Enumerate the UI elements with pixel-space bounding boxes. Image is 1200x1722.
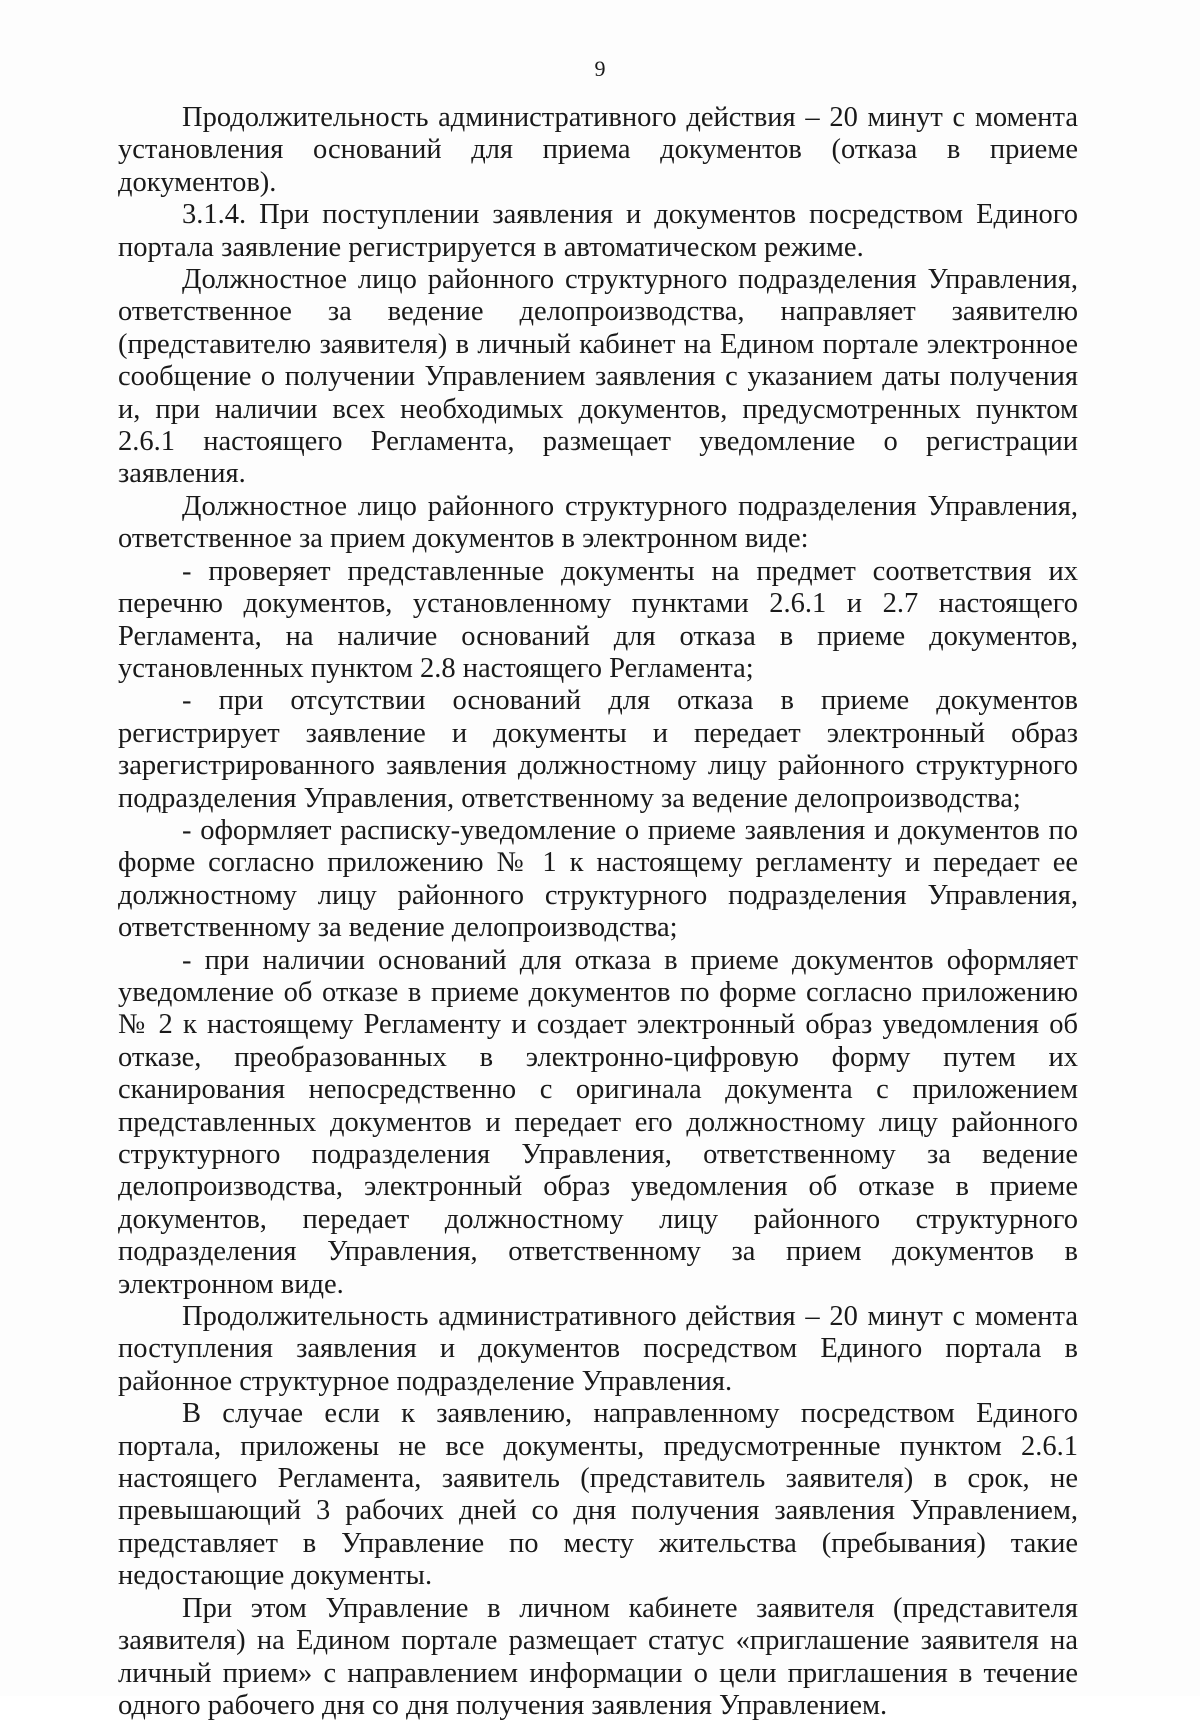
list-item-checks: - проверяет представленные документы на предмет соответствия их перечню документов, установленному пунктами 2.6.1 и 2.7 настоящего Регламента, на наличие оснований для отказа в приеме документов, установленных пунктом 2.8 настоящего Регламента; <box>118 555 1078 684</box>
paragraph-invitation-status: При этом Управление в личном кабинете заявителя (представителя заявителя) на Едином портале размещает статус «приглашение заявителя на личный прием» с направлением информации о цели приглашения в течение одного рабочего дня со дня получения заявления Управлением. <box>118 1592 1078 1721</box>
paragraph-3-1-4: 3.1.4. При поступлении заявления и документов посредством Единого портала заявление регистрируется в автоматическом режиме. <box>118 199 1078 263</box>
document-body <box>118 102 1078 1722</box>
list-item-refusal: - при наличии оснований для отказа в приеме документов оформляет уведомление об отказе в приеме документов по форме согласно приложению № 2 к настоящему Регламенту и создает электронный образ уведомления об отказе, преобразованных в электронно-цифровую форму путем их сканирования непосредственно с оригинала документа с приложением представленных документов и передает его должностному лицу районного структурного подразделения Управления, ответственному за ведение делопроизводства, электронный образ уведомления об отказе в приеме документов, передает должностному лицу районного структурного подразделения Управления, ответственному за прием документов в электронном виде. <box>118 944 1078 1300</box>
paragraph-official-intake: Должностное лицо районного структурного подразделения Управления, ответственное за прием документов в электронном виде: <box>118 490 1078 555</box>
page-number: 9 <box>594 56 606 81</box>
list-item-receipt: - оформляет расписку-уведомление о приеме заявления и документов по форме согласно приложению № 1 к настоящему регламенту и передает ее должностному лицу районного структурного подразделения Управления, ответственному за ведение делопроизводства; <box>118 814 1078 944</box>
list-item-registers: - при отсутствии оснований для отказа в приеме документов регистрирует заявление и документы и передает электронный образ зарегистрированного заявления должностному лицу районного структурного подразделения Управления, ответственному за ведение делопроизводства; <box>118 685 1078 814</box>
paragraph-duration-1: Продолжительность административного действия – 20 минут с момента установления оснований для приема документов (отказа в приеме документов). <box>118 102 1078 198</box>
paragraph-official-records: Должностное лицо районного структурного подразделения Управления, ответственное за ведение делопроизводства, направляет заявителю (представителю заявителя) в личный кабинет на Едином портале электронное сообщение о получении Управлением заявления с указанием даты получения и, при наличии всех необходимых документов, предусмотренных пунктом 2.6.1 настоящего Регламента, размещает уведомление о регистрации заявления. <box>118 264 1078 490</box>
paragraph-duration-2: Продолжительность административного действия – 20 минут с момента поступления заявления и документов посредством Единого портала в районное структурное подразделение Управления. <box>118 1301 1078 1397</box>
paragraph-missing-documents: В случае если к заявлению, направленному посредством Единого портала, приложены не все документы, предусмотренные пунктом 2.6.1 настоящего Регламента, заявитель (представитель заявителя) в срок, не превышающий 3 рабочих дней со дня получения заявления Управлением, представляет в Управление по месту жительства (пребывания) такие недостающие документы. <box>118 1398 1078 1592</box>
